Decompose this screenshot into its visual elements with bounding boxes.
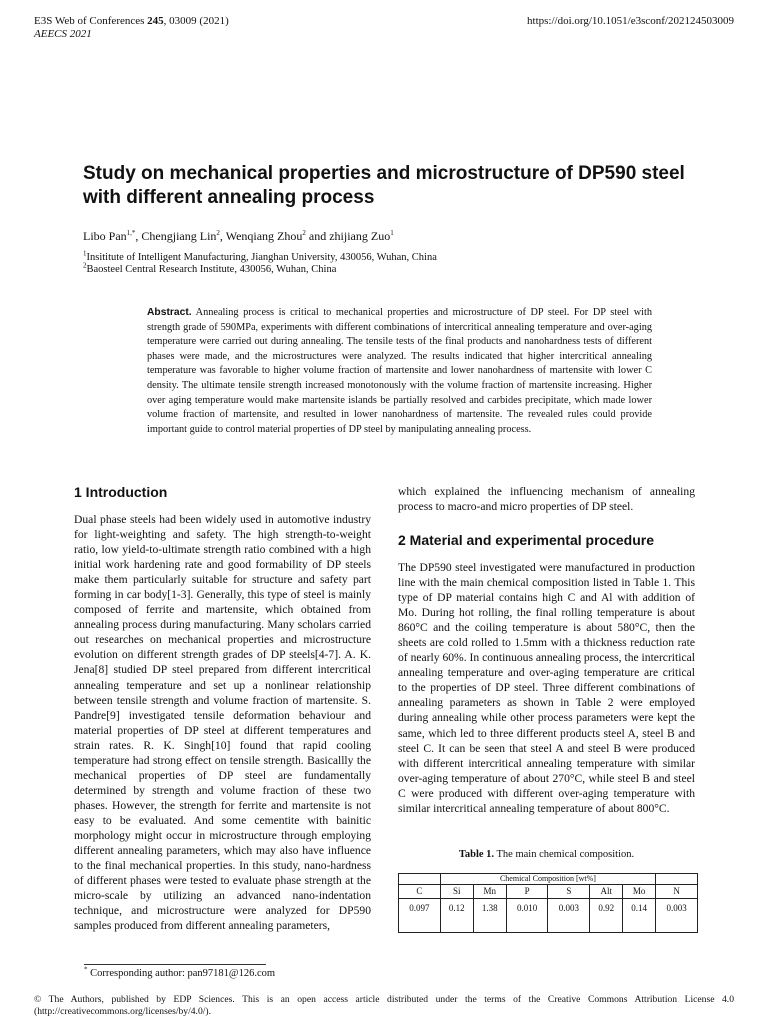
material-body: The DP590 steel investigated were manufactured in production line with the main chemical composition listed in Table 1. This type of DP material contains high C and Al with addition of Mo. During hot rolling, the final rolling temperature is about 860°C and the coiling temperature is about 580°C, then the sheets are cold rolled to 1.5mm with a thickness reduction rate of nearly 60%. In continuous annealing process, the intercritical annealing temperature and over-aging temperature are critical to the properties of DP steel. Three different combinations of annealing parameters as shown in Table 2 were employed during annealing while other process parameters were kept the same, which led to three different products steel A, steel B and steel C. It can be seen that steel A and steel B were produced with different intercritical annealing temperature with similar over-aging temperature of about 270°C, while steel B and steel C were produced with different over-aging temperature with similar intercritical annealing temperature of about 800°C.	[398, 561, 695, 815]
journal-name: E3S Web of Conferences	[34, 15, 148, 27]
journal-citation	[34, 15, 229, 28]
author-name: Libo Pan	[83, 229, 127, 243]
section-heading-introduction: 1 Introduction	[74, 484, 168, 500]
table-caption-label: Table 1.	[458, 849, 495, 860]
affiliation-mark: 2	[83, 261, 87, 270]
corresponding-author-footnote	[84, 965, 276, 979]
table-row	[399, 899, 698, 933]
affiliation-mark: 1	[83, 249, 87, 258]
abstract-text: Annealing process is critical to mechanical properties and microstructure of DP steel. For DP steel with strength grade of 590MPa, experiments with different combinations of intercritical annealing temperature and over-aging temperature were carried out during annealing. The tensile tests of the final products and nanohardness tests of different phases were made, and the microstructures were analyzed. The results indicated that higher intercritical annealing temperature was favorable to higher volume fraction of martensite and lower nanohardness of martensite with lower C density. The ultimate tensile strength increased monotonously with the volume fraction of martensite increasing. Higher over aging temperature would make martensite islands be partially resolved and carbides precipitate, which made lower volume fraction of martensite, and resulted in lower nanohardness of martensite. The revealed rules could provide important guide to control material properties of DP steel by manipulating annealing process.	[147, 307, 652, 435]
column-header: Si	[440, 885, 473, 899]
footnote-marker: *	[84, 965, 88, 974]
column-header: C	[399, 885, 441, 899]
journal-volume: 245	[147, 15, 164, 27]
author-list	[83, 229, 394, 244]
column-header: Alt	[590, 885, 623, 899]
table-caption	[398, 849, 695, 860]
column-header: S	[548, 885, 590, 899]
running-header	[34, 15, 229, 41]
introduction-body: Dual phase steels had been widely used in automotive industry for light-weighting and safety. The high strength-to-weight ratio, low yield-to-ultimate strength ratio combined with a high initial work hardening rate and good formability of DP steels make them particularly suitable for structure and safety part forming in car body[1-3]. Generally, this type of steel is mainly composed of ferrite and martensite, which obtained from annealing process during manufacturing. Many scholars carried out researches on mechanical properties and microstructure evolution on different strength grades of DP steels[4-7]. A. K. Jena[8] studied DP steel prepared from different intercritical annealing temperature and set up a nonlinear relationship between tensile strength and volume fraction of martensite. S. Pandre[9] investigated tensile deformation behaviour and material properties of DP steel at different temperatures and strain rates. R. K. Singh[10] found that rapid cooling temperature had strong effect on tensile strength. Basicallly the mechanical properties of DP steel are fundamentally determined by strength and volume fraction of these two phases. However, the strength for ferrite and martensite is not easy to be evaluated. And some cementite with bainitic morphology might occur in microstructure through employing different annealing parameters, which may also have influence to the final mechanical properties. In this study, nano-hardness of different phases were tested to evaluate phase strength at the micro-scale by utilizing an advanced nano-indentation technique, and microstructure were analyzed for DP590 samples produced from different annealing parameters,	[74, 513, 371, 933]
table-cell: 0.12	[440, 899, 473, 933]
table-spacer-cell	[399, 874, 441, 885]
table-caption-text: The main chemical composition.	[494, 849, 635, 860]
author-affiliation-mark: 1,*	[126, 229, 136, 237]
introduction-continuation: which explained the influencing mechanism of annealing process to macro-and micro properties of DP steel.	[398, 485, 695, 514]
affiliation-text: Baosteel Central Research Institute, 430056, Wuhan, China	[86, 264, 337, 275]
affiliation-text: Insititute of Intelligent Manufacturing, Jianghan University, 430056, Wuhan, China	[86, 252, 437, 263]
affiliation-1	[83, 249, 437, 264]
column-header: N	[656, 885, 698, 899]
license-footer: © The Authors, published by EDP Sciences. This is an open access article distributed under the terms of the Creative Commons Attribution License 4.0 (http://creativecommons.org/licenses/by/4.0/).	[34, 994, 734, 1017]
author-name: , Chengjiang Lin	[135, 229, 217, 243]
table-cell: 0.92	[590, 899, 623, 933]
footnote-rule	[84, 964, 266, 965]
paper-title: Study on mechanical properties and microstructure of DP590 steel with different annealing process	[83, 163, 685, 208]
doi-link[interactable]: https://doi.org/10.1051/e3sconf/202124503009	[527, 15, 734, 27]
column-header: Mo	[623, 885, 656, 899]
author-affiliation-mark: 1	[390, 229, 394, 237]
table-column-headers	[399, 885, 698, 899]
affiliation-2	[83, 261, 337, 276]
table-cell: 0.003	[548, 899, 590, 933]
conference-name: AEECS 2021	[34, 28, 92, 40]
author-affiliation-mark: 2	[302, 229, 306, 237]
author-affiliation-mark: 2	[216, 229, 220, 237]
author-name: , Wenqiang Zhou	[219, 229, 303, 243]
author-name: and zhijiang Zuo	[305, 229, 391, 243]
column-header: Mn	[473, 885, 506, 899]
table-span-header: Chemical Composition [wt%]	[440, 874, 655, 885]
table-spacer-cell	[656, 874, 698, 885]
column-header: P	[506, 885, 548, 899]
table-cell: 0.010	[506, 899, 548, 933]
abstract	[147, 306, 652, 437]
chemical-composition-table	[398, 873, 698, 933]
section-heading-material: 2 Material and experimental procedure	[398, 532, 654, 548]
table-cell: 0.14	[623, 899, 656, 933]
table-cell: 0.097	[399, 899, 441, 933]
abstract-label: Abstract.	[147, 307, 192, 318]
footnote-text: Corresponding author: pan97181@126.com	[87, 968, 276, 979]
table-cell: 0.003	[656, 899, 698, 933]
article-number: , 03009 (2021)	[163, 15, 229, 27]
table-header-row	[399, 874, 698, 885]
table-cell: 1.38	[473, 899, 506, 933]
